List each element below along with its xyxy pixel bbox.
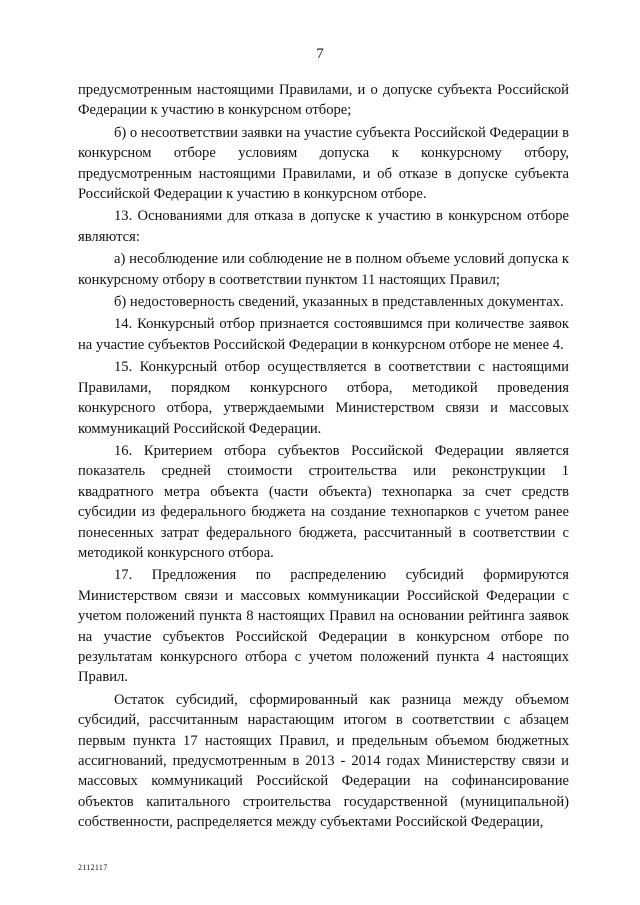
paragraph-clause-17: 17. Предложения по распределению субсидий формируются Министерством связи и массовых коммуникации Российской Федерации с учетом положений пункта 8 настоящих Правил на основании рейтинга заявок на участие субъектов Российской Федерации в конкурсном отборе по результатам конкурсного отбора с учетом положений пункта 4 настоящих Правил. [78, 567, 569, 686]
document-body [78, 80, 569, 833]
paragraph-item-a: а) несоблюдение или соблюдение не в полном объеме условий допуска к конкурсному отбору в соответствии пунктом 11 настоящих Правил; [78, 251, 569, 288]
paragraph-clause-16: 16. Критерием отбора субъектов Российской Федерации является показатель средней стоимости строительства или реконструкции 1 квадратного метра объекта (части объекта) технопарка за счет средств субсидии из федерального бюджета на создание технопарков с учетом ранее понесенных затрат федерального бюджета, рассчитанный в соответствии с методикой конкурсного отбора. [78, 442, 569, 561]
paragraph-continuation: предусмотренным настоящими Правилами, и о допуске субъекта Российской Федерации к участию в конкурсном отборе; [78, 82, 569, 119]
paragraph-clause-14: 14. Конкурсный отбор признается состоявшимся при количестве заявок на участие субъектов Российской Федерации в конкурсном отборе не менее 4. [78, 316, 569, 353]
paragraph-item-b-2: б) недостоверность сведений, указанных в представленных документах. [114, 294, 564, 311]
paragraph-remainder: Остаток субсидий, сформированный как разница между объемом субсидий, рассчитанным нарастающим итогом в соответствии с абзацем первым пункта 17 настоящих Правил, и предельным объемом бюджетных ассигнований, предусмотренным в 2013 - 2014 годах Министерству связи и массовых коммуникаций Российской Федерации на софинансирование объектов капитального строительства государственной (муниципальной) собственности, распределяется между субъектами Российской Федерации, [78, 691, 569, 831]
document-code: 2112117 [78, 863, 108, 872]
paragraph-clause-15: 15. Конкурсный отбор осуществляется в соответствии с настоящими Правилами, порядком конкурсного отбора, методикой проведения конкурсного отбора, утверждаемыми Министерством связи и массовых коммуникаций Российской Федерации. [78, 359, 569, 437]
paragraph-clause-13: 13. Основаниями для отказа в допуске к участию в конкурсном отборе являются: [78, 208, 569, 245]
paragraph-item-b: б) о несоответствии заявки на участие субъекта Российской Федерации в конкурсном отборе условиям допуска к конкурсному отбору, предусмотренным настоящими Правилами, и об отказе в допуске субъекта Российской Федерации к участию в конкурсном отборе. [78, 124, 569, 203]
page-number: 7 [316, 46, 324, 62]
